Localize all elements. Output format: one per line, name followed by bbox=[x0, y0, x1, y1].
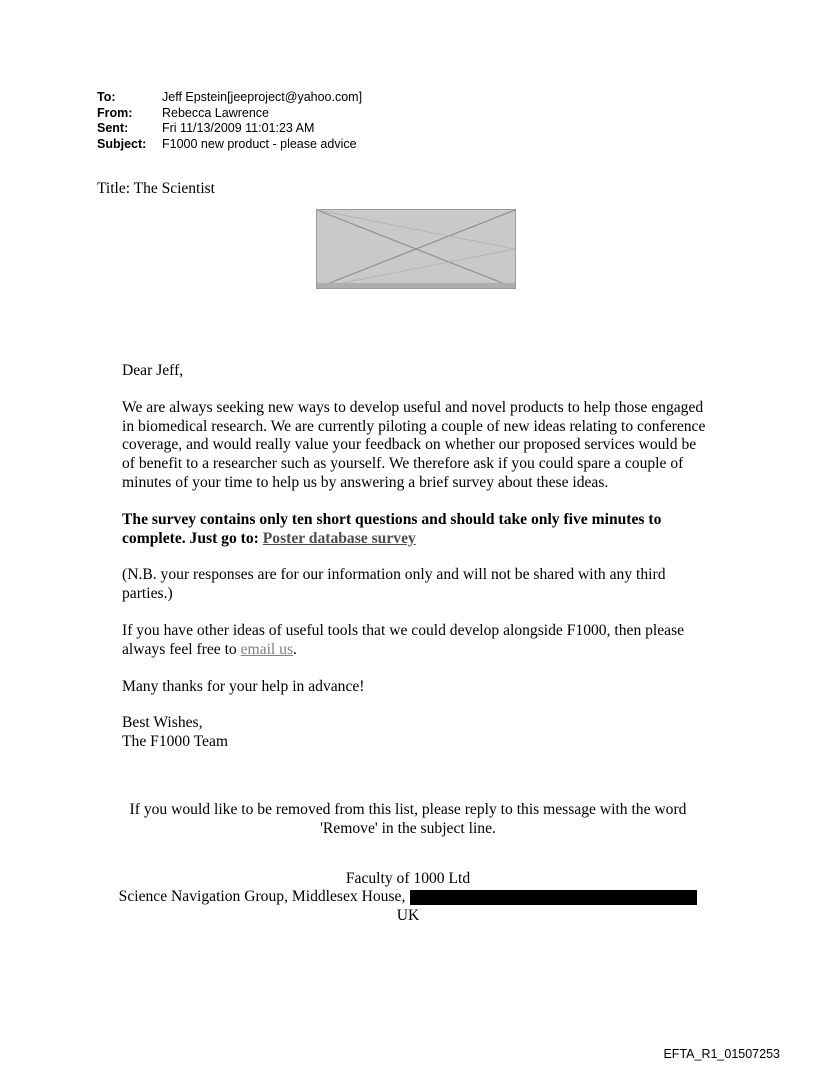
header-row-sent bbox=[97, 121, 816, 137]
paragraph-intro: We are always seeking new ways to develop useful and novel products to help those engaged in biomedical research. We are currently piloting a couple of new ideas relating to conference coverage, and would really value your feedback on whether our proposed services would be of benefit to a researcher such as yourself. We therefore ask if you could spare a couple of minutes of your time to help us by answering a brief survey about these ideas. bbox=[122, 398, 706, 491]
subject-label: Subject: bbox=[97, 136, 147, 151]
document-reference: EFTA_R1_01507253 bbox=[663, 1047, 780, 1061]
paragraph-nb: (N.B. your responses are for our information only and will not be shared with any third parties.) bbox=[122, 566, 666, 603]
paragraph-thanks: Many thanks for your help in advance! bbox=[122, 677, 365, 695]
sent-value: Fri 11/13/2009 11:01:23 AM bbox=[162, 121, 315, 135]
title-line: Title: The Scientist bbox=[97, 180, 215, 197]
survey-bold-text: The survey contains only ten short questions and should take only five minutes to complete. Just go to: bbox=[122, 510, 662, 547]
footer-country: UK bbox=[396, 907, 420, 925]
footer-address-text: Science Navigation Group, Middlesex House, bbox=[118, 888, 406, 906]
subject-value: F1000 new product - please advice bbox=[162, 136, 357, 151]
other-ideas-text: If you have other ideas of useful tools that we could develop alongside F1000, then please always feel free to bbox=[122, 621, 685, 658]
sent-label: Sent: bbox=[97, 121, 129, 135]
footer-address-line bbox=[0, 888, 816, 907]
email-header bbox=[0, 0, 816, 152]
signoff-line1: Best Wishes, bbox=[122, 714, 203, 732]
email-us-link[interactable]: email us bbox=[240, 640, 294, 658]
redaction-bar bbox=[410, 890, 697, 905]
other-ideas-period: . bbox=[293, 640, 297, 658]
to-value: Jeff Epstein[jeeproject@yahoo.com] bbox=[162, 90, 363, 104]
to-label: To: bbox=[97, 90, 116, 104]
signoff-line2: The F1000 Team bbox=[122, 733, 229, 751]
remove-notice: If you would like to be removed from this list, please reply to this message with the word 'Remove' in the subject line. bbox=[129, 800, 687, 837]
missing-image-placeholder-icon bbox=[316, 209, 516, 289]
header-row-from bbox=[97, 106, 816, 122]
from-label: From: bbox=[97, 105, 133, 120]
poster-database-survey-link[interactable]: Poster database survey bbox=[262, 529, 416, 547]
footer bbox=[0, 870, 816, 926]
from-value: Rebecca Lawrence bbox=[162, 105, 270, 120]
greeting: Dear Jeff, bbox=[122, 362, 184, 379]
footer-company: Faculty of 1000 Ltd bbox=[345, 869, 471, 887]
paragraph-other-ideas bbox=[122, 622, 707, 660]
email-body bbox=[122, 362, 707, 752]
paragraph-survey bbox=[122, 511, 707, 549]
header-row-to bbox=[97, 90, 816, 106]
header-row-subject bbox=[97, 137, 816, 153]
